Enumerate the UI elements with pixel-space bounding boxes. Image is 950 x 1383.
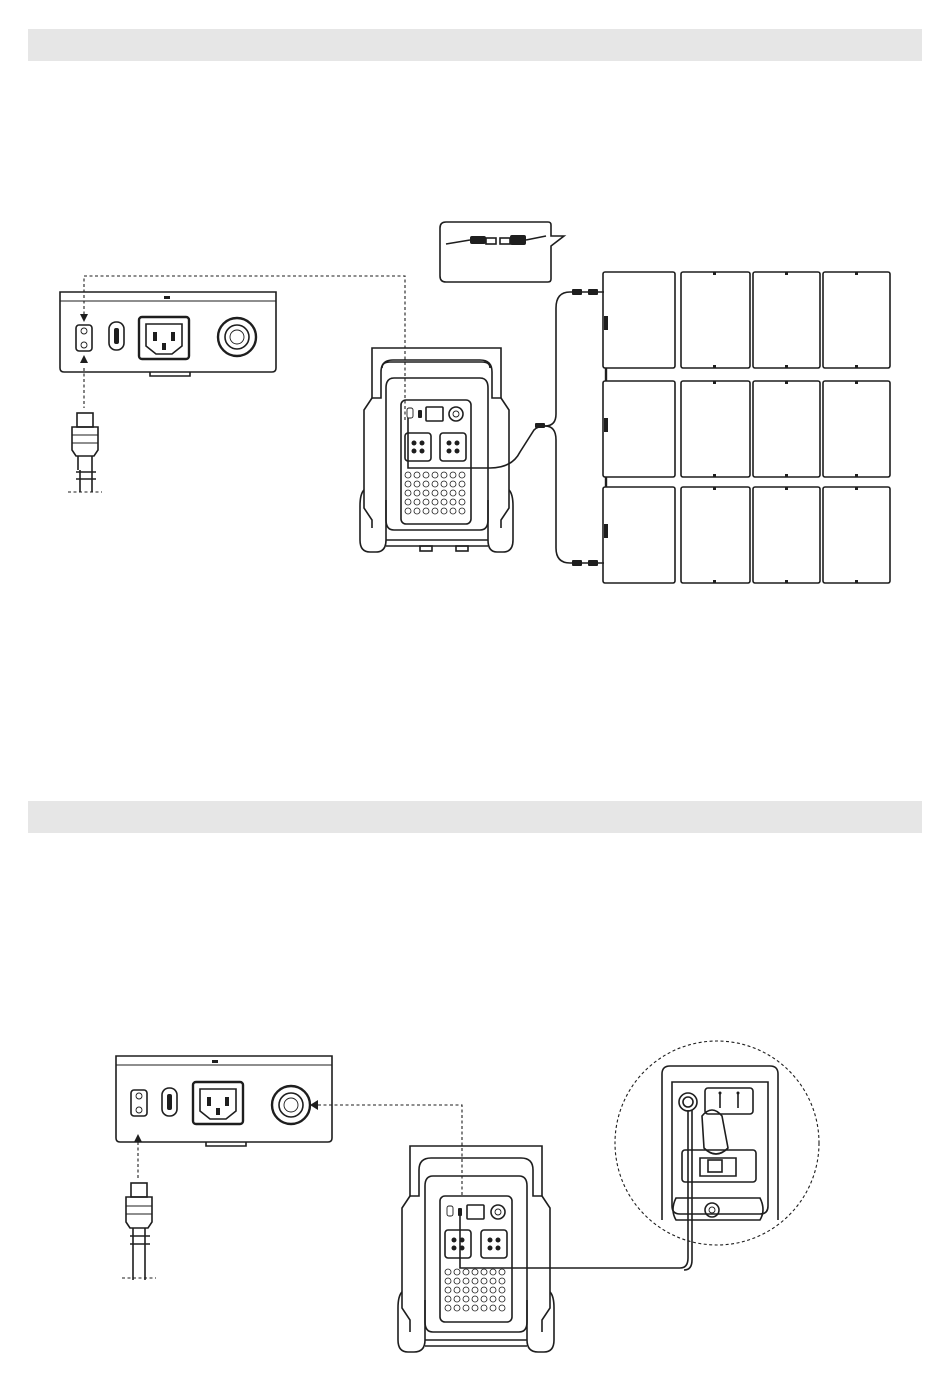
dc-port-icon xyxy=(76,325,92,351)
round-port-icon xyxy=(218,318,256,356)
plug-icon xyxy=(68,413,102,492)
dc-port-icon xyxy=(131,1090,147,1116)
ac-inlet-icon xyxy=(193,1082,243,1124)
plug-icon xyxy=(122,1183,156,1280)
generator-connection-diagram xyxy=(0,800,950,1383)
generator-port-icon xyxy=(272,1086,310,1124)
port-panel-closeup-2 xyxy=(116,1056,332,1146)
power-station-icon xyxy=(398,1146,554,1352)
switch-icon xyxy=(162,1088,177,1116)
power-station-icon xyxy=(360,348,513,552)
ac-inlet-icon xyxy=(139,317,189,359)
solar-panel-icon xyxy=(603,272,890,583)
switch-icon xyxy=(109,322,124,350)
mc4-connector-callout xyxy=(440,222,564,282)
generator-port-callout xyxy=(615,1041,819,1245)
port-panel-closeup xyxy=(60,292,276,376)
